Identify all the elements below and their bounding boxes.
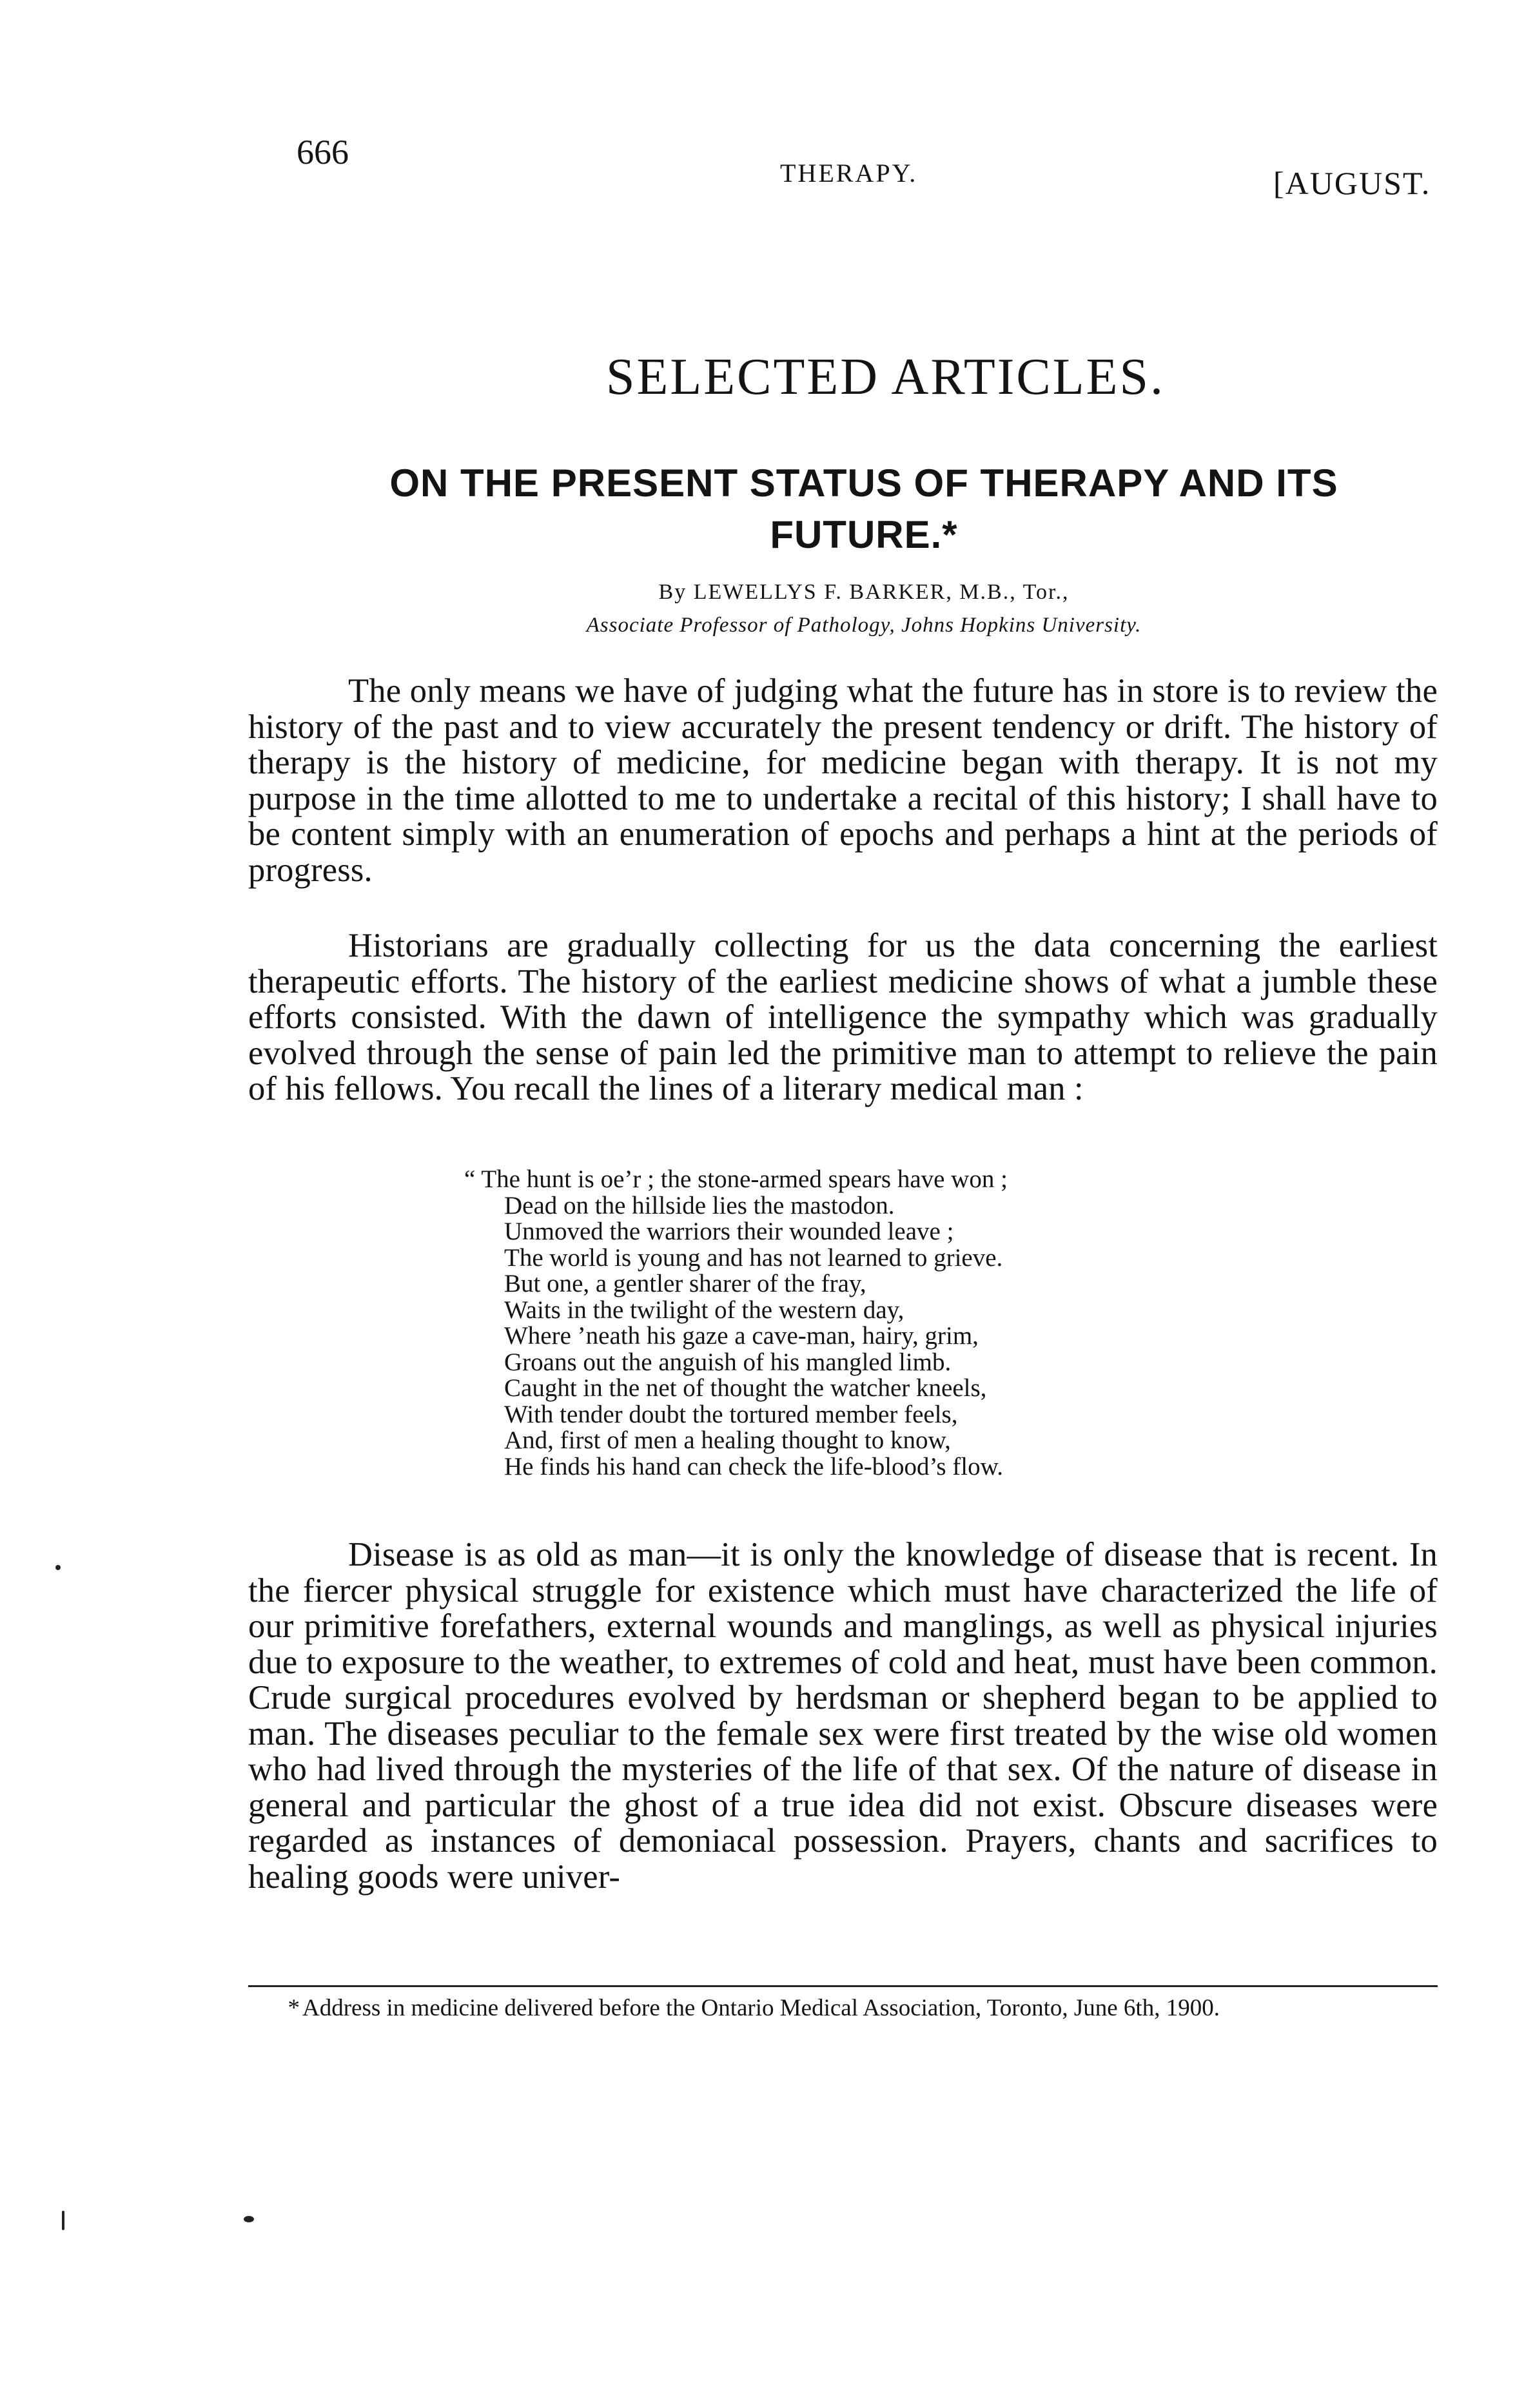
scan-speck	[55, 1565, 61, 1570]
paragraph-1	[248, 674, 1438, 888]
page-header	[0, 0, 1535, 213]
footnote-divider	[248, 1985, 1438, 1987]
poem-line: The world is young and has not learned to grieve.	[504, 1243, 1003, 1272]
page-number: 666	[297, 133, 349, 171]
article-byline: By LEWELLYS F. BARKER, M.B., Tor.,	[658, 580, 1070, 604]
paragraph-2	[248, 928, 1438, 1107]
poem-line: And, first of men a healing thought to know,	[504, 1426, 951, 1454]
scan-speck	[244, 2216, 254, 2222]
poem-line: Unmoved the warriors their wounded leave ;	[504, 1218, 954, 1245]
scan-speck	[62, 2211, 64, 2230]
poem-line: “ The hunt is oe’r ; the stone-armed spears have won ;	[464, 1165, 1008, 1193]
poem-line: Caught in the net of thought the watcher kneels,	[504, 1374, 987, 1402]
author-affiliation: Associate Professor of Pathology, Johns Hopkins University.	[586, 614, 1142, 637]
section-heading: SELECTED ARTICLES.	[606, 349, 1165, 405]
running-date: [AUGUST.	[1273, 165, 1431, 201]
poem-line: Waits in the twilight of the western day,	[504, 1296, 904, 1324]
paragraph-text: The only means we have of judging what the future has in store is to review the history of the past and to view accurately the present tendency or drift. The history of therapy is the history of medicine, for medicine began with therapy. It is not my purpose in the time allotted to me to undertake a recital of this history; I shall have to be content simply with an enumeration of epochs and perhaps a hint at the periods of progress.	[248, 672, 1438, 889]
poem-line: He finds his hand can check the life-blood’s flow.	[504, 1452, 1004, 1481]
poem-quotation	[464, 1167, 1367, 1480]
poem-line: Groans out the anguish of his mangled limb.	[504, 1348, 952, 1376]
poem-line: Dead on the hillside lies the mastodon.	[504, 1191, 895, 1219]
footnote-mark: *	[288, 1995, 300, 2021]
poem-line: But one, a gentler sharer of the fray,	[504, 1270, 866, 1297]
footnote	[248, 1995, 1438, 2022]
poem-line: Where ’neath his gaze a cave-man, hairy, grim,	[504, 1322, 979, 1350]
article-title: ON THE PRESENT STATUS OF THERAPY AND ITS FUTURE.*	[389, 461, 1338, 556]
running-title: THERAPY.	[780, 159, 918, 188]
paragraph-text: Disease is as old as man—it is only the knowledge of disease that is recent. In the fiercer physical struggle for existence which must have characterized the life of our primitive forefathers, external wounds and manglings, as well as physical injuries due to exposure to the weather, to extremes of cold and heat, must have been common. Crude surgical procedures evolved by herdsman or shepherd began to be applied to man. The diseases peculiar to the female sex were first treated by the wise old women who had lived through the mysteries of the life of that sex. Of the nature of disease in general and particular the ghost of a true idea did not exist. Obscure diseases were regarded as instances of demoniacal possession. Prayers, chants and sacrifices to healing goods were univer-	[248, 1536, 1438, 1896]
paragraph-3	[248, 1537, 1438, 1895]
paragraph-text: Historians are gradually collecting for us the data concerning the earliest therapeutic efforts. The history of the earliest medicine shows of what a jumble these efforts consisted. With the dawn of intelligence the sympathy which was gradually evolved through the sense of pain led the primitive man to attempt to relieve the pain of his fellows. You recall the lines of a literary medical man :	[248, 927, 1438, 1107]
footnote-text: Address in medicine delivered before the Ontario Medical Association, Toronto, June 6th, 1900.	[302, 1995, 1220, 2021]
poem-line: With tender doubt the tortured member feels,	[504, 1400, 958, 1428]
